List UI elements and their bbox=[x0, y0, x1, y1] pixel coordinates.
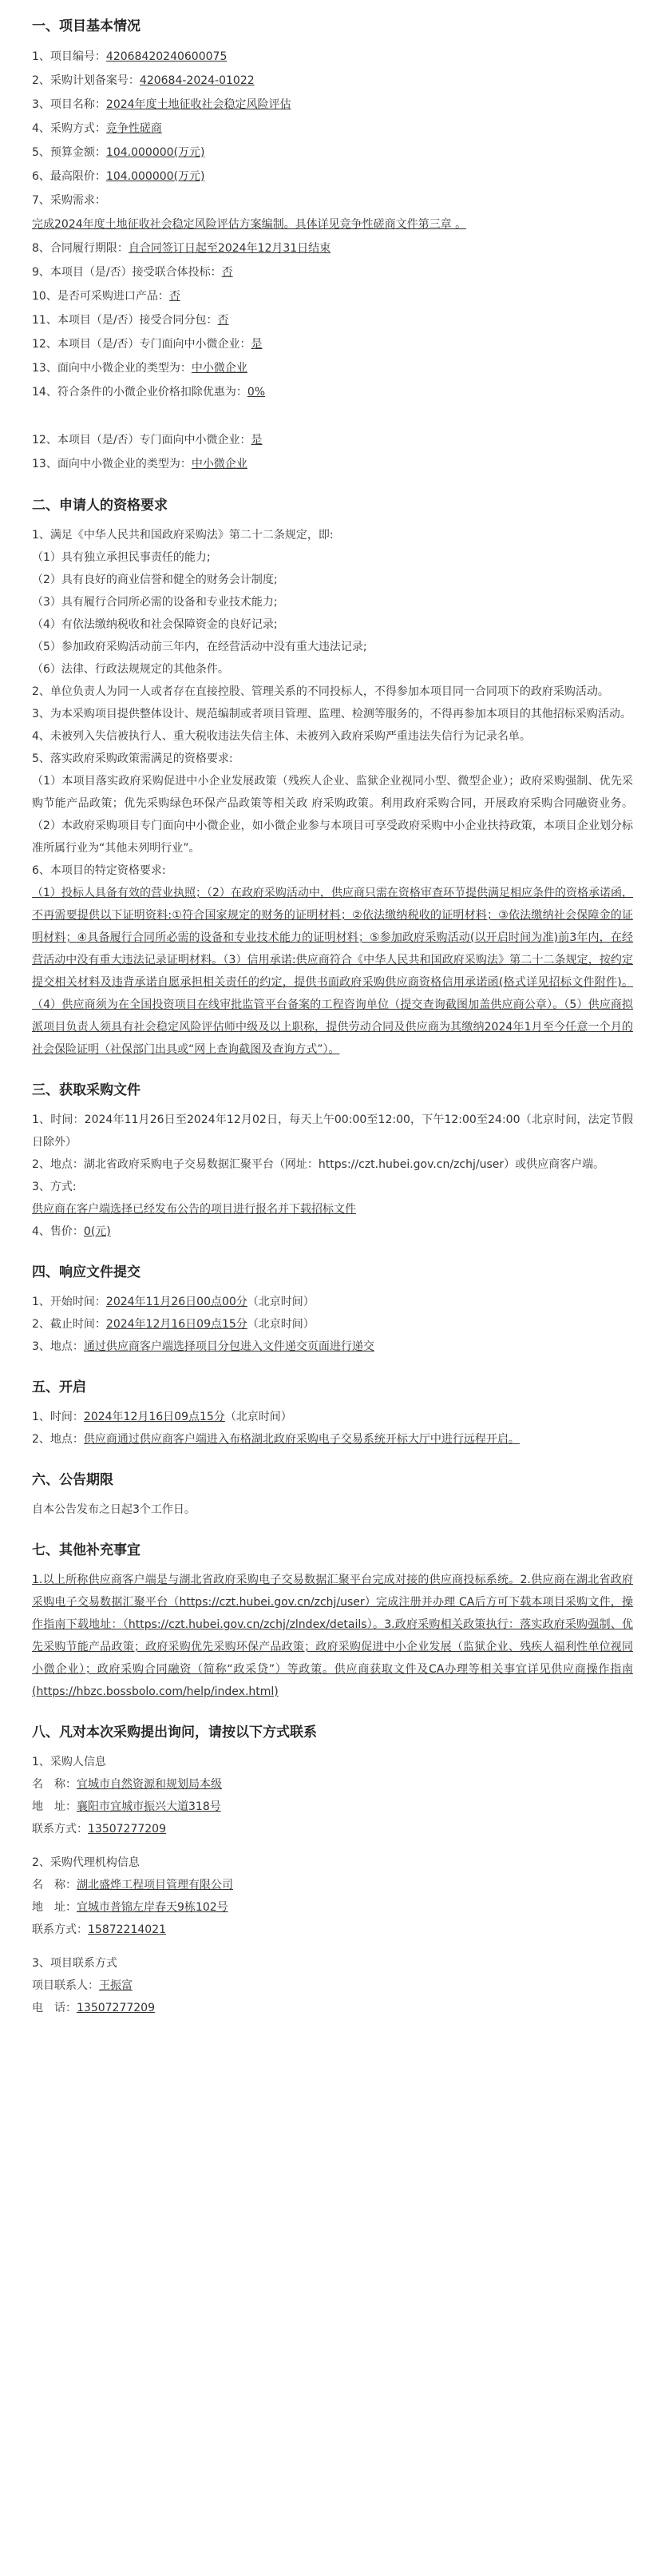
info-row bbox=[32, 117, 633, 141]
info-label: 14、符合条件的小微企业价格扣除优惠为： bbox=[32, 386, 247, 399]
label: 联系方式： bbox=[32, 1923, 88, 1936]
qualification-item: （5）参加政府采购活动前三年内，在经营活动中没有重大违法记录; bbox=[32, 641, 367, 653]
submission-deadline bbox=[32, 1313, 633, 1336]
info-value: 否 bbox=[168, 290, 180, 303]
qualification-paragraph: 2、单位负责人为同一人或者存在直接控股、管理关系的不同投标人，不得参加本项目同一合同项下的政府采购活动。 bbox=[32, 685, 609, 698]
project-contact-phone bbox=[32, 1997, 633, 2019]
agency-heading: 2、采购代理机构信息 bbox=[32, 1856, 140, 1869]
label: 2、地点： bbox=[32, 1433, 84, 1446]
section-opening-title: 五、开启 bbox=[32, 1379, 86, 1395]
label: 电 话： bbox=[32, 2002, 77, 2014]
agency-address bbox=[32, 1896, 633, 1919]
price-row bbox=[32, 1221, 633, 1243]
qualification-paragraph: 3、为本采购项目提供整体设计、规范编制或者项目管理、监理、检测等服务的，不得再参加本项目的其他招标采购活动。 bbox=[32, 708, 631, 720]
value: 15872214021 bbox=[88, 1923, 166, 1936]
value: 湖北盛烨工程项目管理有限公司 bbox=[77, 1879, 233, 1891]
project-contact-heading: 3、项目联系方式 bbox=[32, 1957, 117, 1970]
purchaser-heading: 1、采购人信息 bbox=[32, 1756, 106, 1768]
section-submission-title: 四、响应文件提交 bbox=[32, 1264, 141, 1280]
info-row bbox=[32, 428, 633, 452]
label: 联系方式： bbox=[32, 1823, 88, 1836]
info-value: 否 bbox=[221, 266, 233, 279]
info-label: 5、预算金额： bbox=[32, 146, 106, 159]
info-value: 中小微企业 bbox=[191, 458, 247, 470]
qualification-paragraph: 5、落实政府采购政策需满足的资格要求: bbox=[32, 752, 233, 765]
info-label: 8、合同履行期限： bbox=[32, 242, 129, 255]
info-label: 13、面向中小微企业的类型为： bbox=[32, 362, 192, 375]
obtain-method-label: 3、方式: bbox=[32, 1181, 77, 1193]
value: 通过供应商客户端选择项目分包进入文件递交页面进行递交 bbox=[83, 1340, 374, 1353]
submission-start bbox=[32, 1291, 633, 1313]
info-row bbox=[32, 165, 633, 189]
suffix: （北京时间） bbox=[247, 1296, 315, 1308]
value: 2024年11月26日00点00分 bbox=[105, 1296, 247, 1308]
project-contact-person bbox=[32, 1975, 633, 1997]
info-value: 104.000000(万元) bbox=[105, 170, 205, 183]
other-matters-text: 1.以上所称供应商客户端是与湖北省政府采购电子交易数据汇聚平台完成对接的供应商投标系统。2.供应商在湖北省政府采购电子交易数据汇聚平台（https://czt.hubei.gov.cn/zchj/user）完成注册并办理 CA后方可下载本项目采购文件，操作指南下载地址：（https://czt.hubei.gov.cn/zchj/zlndex/details）。3.政府采购相关政策执行：落实政府采购强制、优先采购节能产品政策；政府采购优先采购环保产品政策；政府采购促进中小企业发展（监狱企业、残疾人福利性单位视同小微企业）；政府采购合同融资（简称“政采贷”）等政策。供应商获取文件及CA办理等相关事宜详见供应商操作指南(https://hbzc.bossbolo.com/help/index.html) bbox=[32, 1574, 633, 1698]
requirement-text: 完成2024年度土地征收社会稳定风险评估方案编制。具体详见竞争性磋商文件第三章 。 bbox=[32, 218, 467, 231]
qualification-intro: 1、满足《中华人民共和国政府采购法》第二十二条规定，即: bbox=[32, 529, 334, 542]
info-row bbox=[32, 452, 633, 476]
label: 名 称： bbox=[32, 1879, 77, 1891]
agency-phone bbox=[32, 1919, 633, 1941]
value: 13507277209 bbox=[88, 1823, 166, 1836]
section-notice-period-title: 六、公告期限 bbox=[32, 1472, 113, 1488]
info-label: 10、是否可采购进口产品： bbox=[32, 290, 169, 303]
info-value: 是 bbox=[251, 434, 263, 447]
info-row bbox=[32, 284, 633, 308]
info-value: 是 bbox=[251, 338, 263, 351]
notice-period-text: 自本公告发布之日起3个工作日。 bbox=[32, 1503, 196, 1516]
qualification-paragraph: 6、本项目的特定资格要求: bbox=[32, 864, 166, 877]
qualification-item: （2）具有良好的商业信誉和健全的财务会计制度; bbox=[32, 574, 278, 586]
purchaser-phone bbox=[32, 1818, 633, 1840]
spacer bbox=[32, 404, 633, 428]
label: 1、时间： bbox=[32, 1411, 84, 1423]
qualification-item: （1）具有独立承担民事责任的能力; bbox=[32, 551, 211, 564]
label: 名 称： bbox=[32, 1778, 77, 1791]
project-info-list bbox=[32, 45, 633, 476]
qualification-item: （4）有依法缴纳税收和社会保障资金的良好记录; bbox=[32, 618, 278, 631]
suffix: （北京时间） bbox=[224, 1411, 292, 1423]
info-label: 11、本项目（是/否）接受合同分包： bbox=[32, 314, 218, 327]
value: 2024年12月16日09点15分 bbox=[105, 1318, 247, 1331]
info-value: 否 bbox=[217, 314, 229, 327]
obtain-time: 1、时间：2024年11月26日至2024年12月02日，每天上午00:00至12:00，下午12:00至24:00（北京时间，法定节假日除外） bbox=[32, 1113, 633, 1149]
label: 地 址： bbox=[32, 1800, 77, 1813]
value: 2024年12月16日09点15分 bbox=[83, 1411, 225, 1423]
purchaser-name bbox=[32, 1773, 633, 1796]
section-qualification-title: 二、申请人的资格要求 bbox=[32, 498, 168, 514]
info-value: 0% bbox=[247, 386, 266, 399]
value: 襄阳市宜城市振兴大道318号 bbox=[77, 1800, 221, 1813]
value: 宜城市普锦左岸春天9栋102号 bbox=[77, 1901, 228, 1914]
info-row bbox=[32, 93, 633, 117]
submission-location bbox=[32, 1336, 633, 1358]
info-label: 3、项目名称： bbox=[32, 98, 106, 111]
agency-name bbox=[32, 1874, 633, 1896]
label: 1、开始时间： bbox=[32, 1296, 106, 1308]
opening-location bbox=[32, 1428, 633, 1451]
section-obtain-docs-title: 三、获取采购文件 bbox=[32, 1082, 141, 1098]
value: 王振富 bbox=[99, 1979, 133, 1992]
section-other-matters-title: 七、其他补充事宜 bbox=[32, 1542, 141, 1558]
qualification-paragraph: 4、未被列入失信被执行人、重大税收违法失信主体、未被列入政府采购严重违法失信行为记录名单。 bbox=[32, 730, 531, 743]
section-project-info-title: 一、项目基本情况 bbox=[32, 18, 141, 34]
value: 供应商通过供应商客户端进入布格湖北政府采购电子交易系统开标大厅中进行远程开启。 bbox=[83, 1433, 520, 1446]
policy-requirements-text: （1）本项目落实政府采购促进中小企业发展政策（残疾人企业、监狱企业视同小型、微型企业）；政府采购强制、优先采购节能产品政策；优先采购绿色环保产品政策等相关政 府采购政策。利用政府采购合同，开展政府采购合同融资业务。 （2）本政府采购项目专门面向中小微企业，如小微企业参与本项目可享受政府采购中小企业扶持政策，本项目企业划分标准所属行业为“其他未列明行业”。 bbox=[32, 775, 633, 855]
obtain-location: 2、地点：湖北省政府采购电子交易数据汇聚平台（网址：https://czt.hubei.gov.cn/zchj/user）或供应商客户端。 bbox=[32, 1158, 605, 1171]
label: 地 址： bbox=[32, 1901, 77, 1914]
info-row bbox=[32, 260, 633, 284]
price-label: 4、售价： bbox=[32, 1225, 84, 1238]
info-value: 2024年度土地征收社会稳定风险评估 bbox=[105, 98, 291, 111]
qualification-item: （6）法律、行政法规规定的其他条件。 bbox=[32, 663, 229, 676]
value: 13507277209 bbox=[77, 2002, 155, 2014]
info-row bbox=[32, 308, 633, 332]
info-label: 12、本项目（是/否）专门面向中小微企业： bbox=[32, 434, 251, 447]
info-label-row: 7、采购需求： bbox=[32, 194, 106, 207]
label: 3、地点： bbox=[32, 1340, 84, 1353]
specific-requirements-text: （1）投标人具备有效的营业执照；（2）在政府采购活动中，供应商只需在资格审查环节提供满足相应条件的资格承诺函，不再需要提供以下证明资料:①符合国家规定的财务的证明材料；②依法缴纳税收的证明材料；③依法缴纳社会保障金的证明材料；④具备履行合同所必需的设备和专业技术能力的证明材料；⑤参加政府采购活动(以开启时间为准)前3年内，在经营活动中没有重大违法记录证明材料。（3）信用承诺:供应商符合《中华人民共和国政府采购法》第二十二条规定，按约定提交相关材料及违背承诺自愿承担相关责任的约定，提供书面政府采购供应商资格信用承诺函(格式详见招标文件附件)。（4）供应商须为在全国投资项目在线审批监管平台备案的工程咨询单位（提交查询截图加盖供应商公章）。（5）供应商拟派项目负责人须具有社会稳定风险评估师中级及以上职称，提供劳动合同及供应商为其缴纳2024年1月至今任意一个月的社会保险证明（社保部门出具或“网上查询截图及查询方式”）。 bbox=[32, 887, 633, 1056]
purchaser-address bbox=[32, 1796, 633, 1818]
qualification-item: （3）具有履行合同所必需的设备和专业技术能力; bbox=[32, 596, 278, 609]
info-value: 42068420240600075 bbox=[105, 50, 228, 63]
info-label: 1、项目编号： bbox=[32, 50, 106, 63]
info-row bbox=[32, 45, 633, 69]
label: 2、截止时间： bbox=[32, 1318, 106, 1331]
info-row bbox=[32, 141, 633, 165]
info-row bbox=[32, 69, 633, 93]
info-row bbox=[32, 380, 633, 404]
label: 项目联系人： bbox=[32, 1979, 99, 1992]
info-label: 4、采购方式： bbox=[32, 122, 106, 135]
info-row bbox=[32, 332, 633, 356]
info-label: 13、面向中小微企业的类型为： bbox=[32, 458, 192, 470]
opening-time bbox=[32, 1406, 633, 1428]
info-value: 自合同签订日起至2024年12月31日结束 bbox=[128, 242, 331, 255]
obtain-method-text: 供应商在客户端选择已经发布公告的项目进行报名并下载招标文件 bbox=[32, 1203, 356, 1216]
info-label: 6、最高限价： bbox=[32, 170, 106, 183]
section-contact-title: 八、凡对本次采购提出询问，请按以下方式联系 bbox=[32, 1725, 317, 1740]
info-value: 中小微企业 bbox=[191, 362, 247, 375]
info-row bbox=[32, 236, 633, 260]
info-label: 9、本项目（是/否）接受联合体投标： bbox=[32, 266, 222, 279]
info-value: 104.000000(万元) bbox=[105, 146, 205, 159]
info-label: 12、本项目（是/否）专门面向中小微企业： bbox=[32, 338, 251, 351]
info-value: 竞争性磋商 bbox=[105, 122, 162, 135]
value: 宜城市自然资源和规划局本级 bbox=[77, 1778, 222, 1791]
info-row bbox=[32, 356, 633, 380]
price-value: 0(元) bbox=[83, 1225, 111, 1238]
info-value: 420684-2024-01022 bbox=[139, 74, 255, 87]
info-label: 2、采购计划备案号： bbox=[32, 74, 140, 87]
suffix: （北京时间） bbox=[247, 1318, 315, 1331]
